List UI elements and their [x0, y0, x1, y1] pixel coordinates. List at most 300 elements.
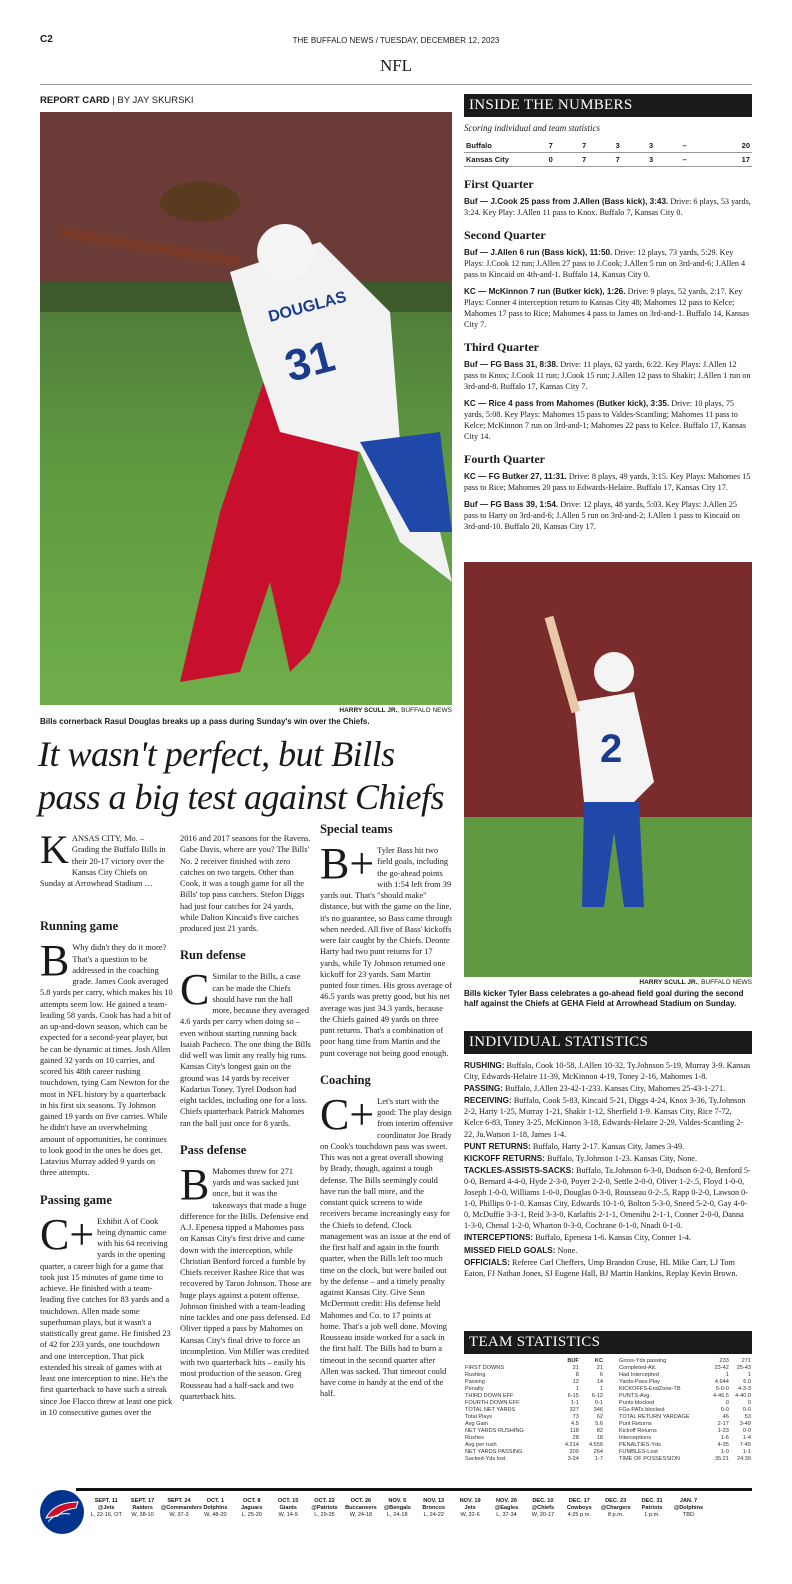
- q-score: –: [668, 153, 701, 167]
- stat-name: Total Plays: [465, 1414, 493, 1420]
- page-folio: C2: [40, 34, 53, 45]
- stat-name: Rushes: [465, 1435, 484, 1441]
- dateline: THE BUFFALO NEWS / TUESDAY, DECEMBER 12, 2023: [292, 36, 500, 45]
- section-body: [320, 839, 453, 1059]
- section-title: NFL: [379, 56, 413, 75]
- q-score: 7: [567, 153, 600, 167]
- q-score: –: [668, 139, 701, 153]
- game-result: L, 24-18: [387, 1512, 408, 1518]
- table-row: [618, 1379, 752, 1386]
- team: Buffalo: [464, 139, 534, 153]
- schedule-game: [597, 1498, 633, 1519]
- game-date: DEC. 31: [641, 1498, 663, 1504]
- stat-name: Gross-Yds passing: [619, 1358, 667, 1364]
- section-body: [320, 1089, 453, 1400]
- game-result: 4:25 p.m.: [567, 1512, 591, 1518]
- kc-value: 18: [596, 1435, 603, 1441]
- kc-value: 0-0: [742, 1428, 751, 1434]
- game-opponent: @Chargers: [600, 1505, 631, 1511]
- col-header: KC: [594, 1358, 603, 1364]
- q-score: 3: [634, 139, 667, 153]
- kc-value: 7-45: [739, 1442, 751, 1448]
- stat-name: Avg per rush: [465, 1442, 497, 1448]
- kicker: REPORT CARD: [40, 95, 110, 106]
- stat-name: Had Intercepted: [619, 1372, 659, 1378]
- stat-item: [464, 1153, 752, 1164]
- credit-name: HARRY SCULL JR.: [339, 707, 398, 714]
- schedule-game: [379, 1498, 415, 1519]
- kc-value: 1: [599, 1386, 603, 1392]
- stat-name: Punts blocked: [619, 1400, 655, 1406]
- schedule-game: [343, 1498, 379, 1519]
- q-score: 7: [601, 153, 634, 167]
- divider: [76, 1488, 752, 1491]
- table-row: [464, 1428, 604, 1435]
- game-date: OCT. 15: [277, 1498, 299, 1504]
- schedule-game: [525, 1498, 561, 1519]
- stat-name: NET YARDS RUSHING: [465, 1428, 524, 1434]
- section-heading: Pass defense: [180, 1142, 247, 1157]
- section-text: Tyler Bass hit two field goals, including the go-ahead points with 1:54 left from 39 yards out. That's "should make" distance, but with the game on the line, it's no guarantee, so Bass came through when needed. All five of Bass' kickoffs were fair caught by the Chiefs. Deonte Harty had two punt returns for 17 yards, while Ty Johnson returned one kickoff for 23 yards. Sam Martin punted four times. His gross average of 46.5 yards was pretty good, but his net average was just 34.3 yards, because the Chiefs gained 49 yards on three punt returns. That's a combination of poor hang time from Martin and the punt coverage not being good enough.: [320, 846, 452, 1058]
- table-row: [464, 1379, 604, 1386]
- game-opponent: @Chiefs: [531, 1505, 555, 1511]
- grade: B+: [320, 839, 375, 888]
- stats-list: [464, 1060, 752, 1279]
- stat-name: THIRD DOWN EFF: [465, 1393, 514, 1399]
- stat-item: [464, 1232, 752, 1243]
- table-row: [464, 1400, 604, 1407]
- kc-value: 6: [599, 1372, 603, 1378]
- buf-value: 1-6: [720, 1435, 729, 1441]
- stat-label: TACKLES-ASSISTS-SACKS:: [464, 1165, 574, 1175]
- game-result: L, 29-25: [314, 1512, 335, 1518]
- total: 17: [701, 153, 752, 167]
- schedule-game: [634, 1498, 670, 1519]
- play-lead: KC — FG Butker 27, 11:31.: [464, 472, 567, 481]
- game-opponent: @Jets: [97, 1505, 115, 1511]
- section-bar: INDIVIDUAL STATISTICS: [464, 1031, 752, 1054]
- stat-item: [464, 1141, 752, 1152]
- table-row: [618, 1372, 752, 1379]
- divider: [40, 84, 752, 85]
- stat-name: TOTAL RETURN YARDAGE: [619, 1414, 690, 1420]
- kc-value: 1: [747, 1372, 751, 1378]
- play-detail: Drive: 12 plays, 73 yards, 5:29. Key Plays: J.Cook 12 run; J.Allen 27 pass to J.Cook; J.Allen 5 run on 3rd-and-6; J.Allen 4 pass to Kincaid on 4th-and-1. Buffalo 14, Kansas City 0.: [464, 248, 746, 279]
- section-text: Why didn't they do it more? That's a question to be addressed in the coaching grade. James Cook averaged 5.8 yards per carry, which makes his 10 attempts seem low. He gained a team-leading 58 yards. Cook has had a bit of an up-and-down season, which can be expected for a second-year player, but he can be dynamic at times. Josh Allen gained 32 yards on 10 carries, and scored his 48th career rushing touchdown, tying Cam Newton for the most in NFL history by a quarterback in his first six seasons. Ty Johnson gained 19 yards on five carries. While he didn't have an overwhelming amount of opportunities, he continues to look good in the ones he does get. Latavius Murray added 9 yards on three attempts.: [40, 943, 173, 1178]
- kc-value: 4-3-3: [737, 1386, 751, 1392]
- kc-value: 4-40.0: [735, 1393, 751, 1399]
- kc-value: 24:39: [737, 1456, 751, 1462]
- team-stats-right: [618, 1358, 752, 1463]
- credit-name: HARRY SCULL JR.: [639, 979, 698, 986]
- table-row: [618, 1386, 752, 1393]
- byline: [40, 95, 193, 106]
- table-row: [464, 1372, 604, 1379]
- bills-logo-icon: [40, 1490, 84, 1534]
- stat-text: Buffalo, Cook 10-58, J.Allen 10-32, Ty.Johnson 5-19, Murray 3-9. Kansas City, Edwards-Helaire 11-39, McKinnon 4-19, Toney 2-16, Mahomes 1-8.: [464, 1061, 751, 1082]
- play-detail: Drive: 9 plays, 52 yards, 2:17. Key Plays: Conner 4 interception return to Kansas City 48; Mahomes 12 pass to Kelce; Mahomes 17 pass to Rice; Mahomes 4 pass to James on 3rd-and-1. Buffalo 14, Kansas City 7.: [464, 287, 750, 329]
- game-date: DEC. 17: [568, 1498, 590, 1504]
- table-row: [618, 1393, 752, 1400]
- team: Kansas City: [464, 153, 534, 167]
- kc-value: 14: [596, 1379, 603, 1385]
- schedule-game: [270, 1498, 306, 1519]
- table-row: [464, 1421, 604, 1428]
- scoring-play: [464, 398, 752, 442]
- team-stats-left: [464, 1358, 604, 1463]
- game-date: SEPT. 17: [130, 1498, 155, 1504]
- q-score: 3: [634, 153, 667, 167]
- section-text: Exhibit A of Cook being dynamic came with his 64 receiving yards in the opening quarter, a career high for a game that took just 15 minutes of game time to achieve. He finished with a team-leading five catches for 83 yards and a touchdown. Allen made some superhuman plays, but it wasn't a statistically great game. He finished 23 of 42 for 233 yards, one touchdown and one interception. That pick extended his streak of games with at least one interception to nine. He's the first quarterback to have such a streak since Joe Flacco threw at least one pick in 10 consecutive games over the: [40, 1216, 173, 1417]
- game-date: NOV. 13: [423, 1498, 445, 1504]
- game-date: NOV. 5: [388, 1498, 407, 1504]
- buf-value: 6-15: [567, 1393, 579, 1399]
- game-opponent: @Eagles: [494, 1505, 519, 1511]
- stat-name: Passing: [465, 1379, 485, 1385]
- section-text: Mahomes threw for 271 yards and was sacked just once, but it was the takeaways that made a huge difference for the Bills. Defensive end A.J. Epenesa tipped a Mahomes pass on Kansas City's first drive and came down with the interception, while Christian Benford forced a fumble by Chiefs receiver Rashee Rice that was recovered by Taron Johnson. Those are huge plays against a potent offense. Johnson finished with a team-leading nine tackles and one pass defensed. Ed Oliver tipped a pass by Mahomes on Kansas City's final drive to force an incompletion. Von Miller was credited with two quarterback hits – easily his most production of the season. Greg Rousseau had a half-sack and two quarterback hits.: [180, 1166, 312, 1401]
- stat-label: INTERCEPTIONS:: [464, 1233, 534, 1243]
- game-date: JAN. 7: [679, 1498, 698, 1504]
- table-row: [618, 1414, 752, 1421]
- buf-value: 4.644: [714, 1379, 729, 1385]
- stat-name: Completed-Att.: [619, 1365, 657, 1371]
- game-result: W, 32-6: [460, 1512, 480, 1518]
- stat-name: Rushing: [465, 1372, 486, 1378]
- schedule-game: [160, 1498, 202, 1519]
- game-opponent: Raiders: [132, 1505, 153, 1511]
- stat-text: Buffalo, Ta.Johnson 6-3-0, Dodson 6-2-0, Benford 5-0-0, Bernard 4-4-0, Hyde 2-3-0, Poyer 2-2-0, Settle 2-0-0, Oliver 1-2-.5, Floyd 1-0-0, Joseph 1-0-0, Williams 1-0-0, Douglas 0-3-0, Rousseau 0-2-.5, Rapp 0-2-0, Lawson 0-1-0, Phillips 0-1-0. Kansas City, Edwards 10-1-0, Bolton 5-3-0, Sneed 5-2-0, Gay 4-0-0, McDuffie 3-3-1, Reid 3-3-0, Karlaftis 2-1-1, Omenihu 2-1-1, Conner 2-0-0, Danna 1-3-0, Chenal 1-2-0, Wharton 0-3-0, Cochrane 0-1-0, Nnadi 0-1-0.: [464, 1165, 751, 1231]
- drop-cap: K: [40, 827, 69, 872]
- team-statistics: [464, 1331, 752, 1463]
- table-header: [464, 1358, 604, 1365]
- stat-name: FOURTH DOWN EFF: [465, 1400, 520, 1406]
- photo2-caption: Bills kicker Tyler Bass celebrates a go-ahead field goal during the second half against the Chiefs at GEHA Field at Arrowhead Stadium on Sunday.: [464, 989, 744, 1008]
- grade: C+: [320, 1089, 375, 1139]
- kc-value: 271: [741, 1358, 751, 1364]
- stat-item: [464, 1245, 752, 1256]
- scoring-summary: [464, 177, 752, 532]
- scoring-play: [464, 499, 752, 532]
- schedule-game: [670, 1498, 706, 1519]
- table-row: [464, 153, 752, 167]
- jersey-number: 2: [600, 727, 623, 771]
- schedule-game: [488, 1498, 524, 1519]
- section-heading: Coaching: [320, 1072, 371, 1087]
- table-row: [618, 1442, 752, 1449]
- stat-name: Kickoff Returns: [619, 1428, 657, 1434]
- q-score: 0: [534, 153, 567, 167]
- buf-value: 3-24: [567, 1456, 579, 1462]
- credit-org: , BUFFALO NEWS: [697, 979, 752, 986]
- photo-douglas: [40, 112, 452, 705]
- game-result: 8 p.m.: [607, 1512, 624, 1518]
- schedule-game: [197, 1498, 233, 1519]
- kc-value: 346: [593, 1407, 603, 1413]
- play-lead: Buf — J.Cook 25 pass from J.Allen (Bass kick), 3:43.: [464, 197, 669, 206]
- stat-label: MISSED FIELD GOALS:: [464, 1245, 556, 1255]
- section-heading: Running game: [40, 919, 119, 934]
- kc-value: 0: [747, 1400, 751, 1406]
- stat-label: OFFICIALS:: [464, 1257, 510, 1267]
- section-body: [180, 1159, 313, 1402]
- section-heading: Passing game: [40, 1192, 112, 1207]
- stat-label: RUSHING:: [464, 1061, 505, 1070]
- game-result: L, 37-34: [496, 1512, 517, 1518]
- game-opponent: Broncos: [422, 1505, 446, 1511]
- table-row: [618, 1365, 752, 1372]
- section-text: Let's start with the good: The play design from interim offensive coordinator Joe Brady on Cook's touchdown pass was sweet. This was not a great overall showing by Brady, though, against a tough defense. The Bills seemingly could have run the ball more, and the constant quick screens to wide receivers became increasingly easy for the Chiefs to defend. Clock management was an issue at the end of the first half and again in the fourth quarter, when the Bills left too much time on the clock, but were bailed out by the defense – and a timely penalty against Kansas City. Give Sean McDermott credit: His defense held Mahomes and Co. to 17 points at home. That's a job well done. Moving Rousseau inside worked for a sack in the first half. The Bills had to burn a timeout in the second quarter after Allen was sacked. That timeout could have come in handy at the end of the half.: [320, 1096, 453, 1399]
- article-column-1: [40, 827, 173, 1418]
- stat-text: Buffalo, Ty.Johnson 1-23. Kansas City, None.: [544, 1153, 697, 1163]
- schedule-strip: [40, 1488, 752, 1518]
- linescore-table: [464, 139, 752, 167]
- kc-value: 0-0: [742, 1407, 751, 1413]
- headline: It wasn't perfect, but Bills pass a big test against Chiefs: [38, 734, 445, 817]
- section-heading: Run defense: [180, 948, 246, 963]
- buf-value: 28: [572, 1435, 579, 1441]
- table-row: [464, 1365, 604, 1372]
- stat-label: RECEIVING:: [464, 1096, 512, 1106]
- table-row: [618, 1456, 752, 1463]
- stat-name: NET YARDS PASSING: [465, 1449, 523, 1455]
- game-date: OCT. 26: [350, 1498, 372, 1504]
- section-heading: Special teams: [320, 822, 393, 836]
- stat-name: FUMBLES-Lost: [619, 1449, 658, 1455]
- play-lead: KC — Rice 4 pass from Mahomes (Butker kick), 3:35.: [464, 399, 670, 408]
- game-opponent: Jaguars: [241, 1505, 263, 1511]
- section-bar: INSIDE THE NUMBERS: [464, 94, 752, 117]
- game-opponent: Jets: [464, 1505, 476, 1511]
- kc-value: 4.556: [589, 1442, 603, 1448]
- play-lead: Buf — FG Bass 31, 8:38.: [464, 360, 559, 369]
- game-result: 1 p.m.: [644, 1512, 660, 1518]
- game-opponent: Giants: [279, 1505, 297, 1511]
- table-row: [618, 1407, 752, 1414]
- q-score: 7: [534, 139, 567, 153]
- stat-text: Buffalo, J.Allen 23-42-1-233. Kansas City, Mahomes 25-43-1-271.: [502, 1084, 726, 1094]
- table-row: [464, 1435, 604, 1442]
- game-opponent: @Bengals: [383, 1505, 411, 1511]
- game-result: W, 20-17: [531, 1512, 555, 1518]
- col-header: BUF: [567, 1358, 579, 1364]
- quarter-heading: Fourth Quarter: [464, 452, 545, 466]
- stat-name: FGs-PATs blocked: [619, 1407, 665, 1413]
- total: 20: [701, 139, 752, 153]
- stat-name: TIME OF POSSESSION: [619, 1456, 680, 1462]
- table-row: [464, 1456, 604, 1463]
- game-result: L, 25-20: [241, 1512, 263, 1518]
- scoring-play: [464, 247, 752, 280]
- table-row: [618, 1400, 752, 1407]
- buf-value: 4.5: [571, 1421, 579, 1427]
- table-row: [464, 1407, 604, 1414]
- scoring-play: [464, 471, 752, 493]
- table-row: [618, 1435, 752, 1442]
- scoring-play: [464, 359, 752, 392]
- game-date: OCT. 8: [243, 1498, 261, 1504]
- stat-label: PUNT RETURNS:: [464, 1141, 531, 1151]
- play-detail: Drive: 11 plays, 62 yards, 6:22. Key Plays: J.Allen 12 pass to Knox; J.Cook 11 run; J.Cook 15 run; J.Allen 12 pass to Shakir; J.Allen 1 run on 3rd-and-8. Buffalo 17, Kansas City 7.: [464, 360, 751, 391]
- article-column-3: [320, 818, 453, 1400]
- game-date: NOV. 26: [496, 1498, 517, 1504]
- quarter-heading: Second Quarter: [464, 228, 546, 242]
- jersey-name: DOUGLAS: [266, 288, 349, 326]
- stat-label: KICKOFF RETURNS:: [464, 1153, 545, 1163]
- stat-item: [464, 1165, 752, 1232]
- kc-value: 1-7: [594, 1456, 603, 1462]
- stat-item: [464, 1083, 752, 1094]
- buf-value: 35:21: [714, 1456, 729, 1462]
- stat-name: KICKOFFS-EndZone-TB: [619, 1386, 681, 1392]
- q-score: 7: [567, 139, 600, 153]
- quarter-heading: First Quarter: [464, 177, 534, 191]
- game-opponent: @Commanders: [160, 1505, 202, 1511]
- play-lead: Buf — J.Allen 6 run (Bass kick), 11:50.: [464, 248, 613, 257]
- table-row: [618, 1428, 752, 1435]
- intro-text: ANSAS CITY, Mo. – Grading the Buffalo Bills in their 20-17 victory over the Kansas City Chiefs on Sunday at Arrowhead Stadium …: [40, 834, 166, 888]
- buf-value: 118: [569, 1428, 579, 1434]
- game-result: L, 24-22: [423, 1512, 444, 1518]
- game-opponent: Dolphins: [203, 1505, 228, 1511]
- game-opponent: Cowboys: [566, 1505, 592, 1511]
- photo1-credit: [40, 707, 452, 714]
- buf-value: 8: [575, 1372, 579, 1378]
- kc-value: 25-43: [736, 1365, 751, 1371]
- stat-name: PUNTS-Avg.: [619, 1393, 651, 1399]
- play-detail: Drive: 6 plays, 53 yards, 3:24. Key Play: J.Allen 11 pass to Knox. Buffalo 7, Kansas City 0.: [464, 197, 751, 217]
- buf-value: 4-46.5: [713, 1393, 729, 1399]
- author: | BY JAY SKURSKI: [112, 95, 194, 106]
- stat-name: Interceptions: [619, 1435, 652, 1441]
- buf-value: 12: [572, 1379, 579, 1385]
- q-score: 3: [601, 139, 634, 153]
- game-date: SEPT. 24: [167, 1498, 191, 1504]
- stat-name: Penalty: [465, 1386, 484, 1392]
- table-row: [464, 139, 752, 153]
- kc-value: 0-1: [594, 1400, 603, 1406]
- game-result: TBD: [682, 1512, 695, 1518]
- game-date: NOV. 19: [459, 1498, 481, 1504]
- buf-value: 0: [725, 1400, 729, 1406]
- stat-item: [464, 1095, 752, 1139]
- buf-value: 2-17: [717, 1421, 729, 1427]
- buf-value: 209: [569, 1449, 579, 1455]
- table-row: [618, 1449, 752, 1456]
- play-lead: KC — McKinnon 7 run (Butker kick), 1:26.: [464, 287, 626, 296]
- game-result: W, 37-3: [169, 1512, 189, 1518]
- quarter-heading: Third Quarter: [464, 340, 539, 354]
- stat-text: Buffalo, Epenesa 1-6. Kansas City, Conner 1-4.: [533, 1233, 691, 1243]
- kc-value: 82: [596, 1428, 603, 1434]
- schedule-game: [88, 1498, 124, 1519]
- stat-item: [464, 1060, 752, 1082]
- kc-value: 5.6: [595, 1421, 603, 1427]
- subtitle: Scoring individual and team statistics: [464, 123, 600, 133]
- kc-value: 53: [744, 1414, 751, 1420]
- table-row: [464, 1414, 604, 1421]
- kc-value: 1-1: [742, 1449, 751, 1455]
- buf-value: 21: [572, 1365, 579, 1371]
- kc-value: 264: [593, 1449, 603, 1455]
- photo1-caption: Bills cornerback Rasul Douglas breaks up a pass during Sunday's win over the Chiefs.: [40, 717, 370, 726]
- schedule-game: [561, 1498, 597, 1519]
- stat-name: Punt Returns: [619, 1421, 652, 1427]
- schedule-game: [306, 1498, 342, 1519]
- buf-value: 233: [719, 1358, 729, 1364]
- grade: C+: [40, 1209, 95, 1259]
- buf-value: 5-0-0: [715, 1386, 729, 1392]
- buf-value: 23-42: [714, 1365, 729, 1371]
- table-row: [464, 1386, 604, 1393]
- stat-name: TOTAL NET YARDS: [465, 1407, 516, 1413]
- table-row: [464, 1442, 604, 1449]
- kc-value: 21: [596, 1365, 603, 1371]
- schedule-game: [234, 1498, 270, 1519]
- game-result: W, 38-10: [131, 1512, 154, 1518]
- buf-value: 1-1: [570, 1400, 579, 1406]
- kc-value: 62: [596, 1414, 603, 1420]
- stat-item: [464, 1257, 752, 1279]
- stat-name: Sacked-Yds lost: [465, 1456, 506, 1462]
- table-row: [618, 1358, 752, 1365]
- table-row: [464, 1449, 604, 1456]
- kc-value: 1-4: [742, 1435, 751, 1441]
- game-result: W, 48-20: [204, 1512, 227, 1518]
- game-result: W, 24-18: [349, 1512, 373, 1518]
- photo-bass: [464, 562, 752, 977]
- credit-org: , BUFFALO NEWS: [397, 707, 452, 714]
- schedule-games: [88, 1498, 707, 1519]
- stat-name: PENALTIES-Yds: [619, 1442, 661, 1448]
- schedule-game: [416, 1498, 452, 1519]
- individual-statistics: [464, 1031, 752, 1280]
- stat-text: Referee Carl Cheffers, Ump Brandon Cruse, HL Mike Carr, LJ Tom Eaton, FJ Nathan Jones, SJ Eugene Hall, BJ Martin Hankins, Replay Kevin Brown.: [464, 1257, 738, 1278]
- game-date: DEC. 23: [605, 1498, 627, 1504]
- kc-value: 6.0: [743, 1379, 751, 1385]
- kc-value: 6-12: [591, 1393, 603, 1399]
- section-body: [180, 965, 313, 1129]
- buf-value: 0-0: [720, 1407, 729, 1413]
- section-body: [40, 936, 173, 1178]
- intro-paragraph: [40, 827, 173, 889]
- blank: [464, 1358, 556, 1365]
- buf-value: 73: [572, 1414, 579, 1420]
- table-row: [464, 1393, 604, 1400]
- stat-name: Yards-Pass Play: [619, 1379, 660, 1385]
- game-date: SEPT. 11: [94, 1498, 118, 1504]
- grade: B: [180, 1159, 210, 1209]
- scoring-play: [464, 286, 752, 330]
- stat-text: None.: [555, 1245, 578, 1255]
- game-opponent: Patriots: [641, 1505, 663, 1511]
- table-row: [618, 1421, 752, 1428]
- photo2-credit: [464, 979, 752, 986]
- section-bar: TEAM STATISTICS: [464, 1331, 752, 1354]
- play-detail: Drive: 8 plays, 49 yards, 3:15. Key Plays: Mahomes 15 pass to Rice; Mahomes 20 pass to Edwards-Helaire. Buffalo 17, Kansas City 17.: [464, 472, 751, 492]
- buf-value: 1: [575, 1386, 579, 1392]
- kc-value: 3-49: [739, 1421, 751, 1427]
- photo-illustration: [40, 112, 452, 705]
- grade: B: [40, 936, 70, 986]
- article-column-2: [180, 833, 313, 1402]
- game-opponent: @Dolphins: [673, 1505, 704, 1511]
- game-date: OCT. 1: [206, 1498, 225, 1504]
- photo-illustration: [464, 562, 752, 977]
- schedule-game: [124, 1498, 160, 1519]
- buf-value: 1: [725, 1372, 729, 1378]
- game-result: L, 22-16, OT: [90, 1512, 122, 1518]
- game-opponent: Buccaneers: [345, 1505, 377, 1511]
